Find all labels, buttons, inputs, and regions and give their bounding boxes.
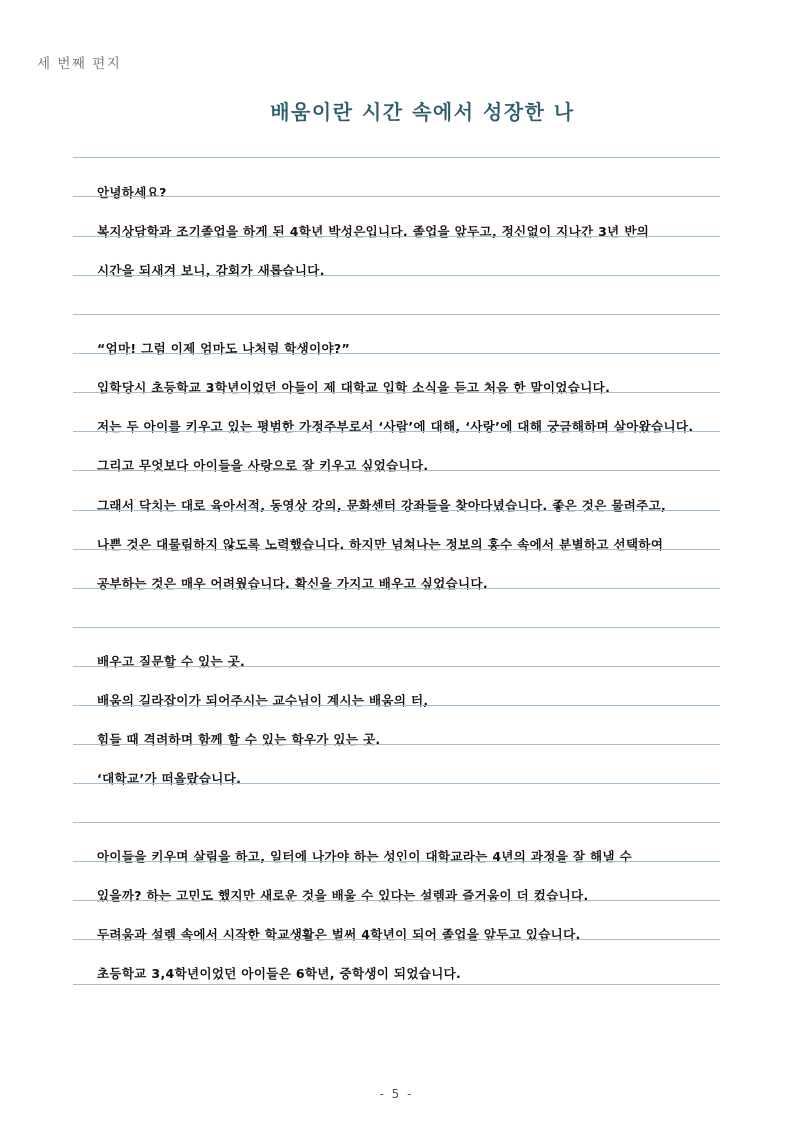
- letter-line: 시간을 되새겨 보니, 감회가 새롭습니다.: [97, 263, 325, 278]
- line-rule: [73, 588, 720, 589]
- letter-line: 복지상담학과 조기졸업을 하게 된 4학년 박성은입니다. 졸업을 앞두고, 정신없이 지나간 3년 반의: [97, 224, 650, 239]
- line-rule: [73, 627, 720, 628]
- letter-line: 두려움과 설렘 속에서 시작한 학교생활은 벌써 4학년이 되어 졸업을 앞두고 있습니다.: [97, 927, 581, 942]
- letter-line: 배움의 길라잡이가 되어주시는 교수님이 계시는 배움의 터,: [97, 693, 429, 708]
- line-rule: [73, 392, 720, 393]
- line-rule: [73, 549, 720, 550]
- line-rule: [73, 861, 720, 862]
- top-rule: [73, 157, 720, 158]
- letter-line: 초등학교 3,4학년이었던 아이들은 6학년, 중학생이 되었습니다.: [97, 966, 462, 981]
- letter-line: “엄마! 그럼 이제 엄마도 나처럼 학생이야?”: [97, 341, 351, 356]
- line-rule: [73, 822, 720, 823]
- line-rule: [73, 470, 720, 471]
- line-rule: [73, 744, 720, 745]
- letter-line: ‘대학교’가 떠올랐습니다.: [97, 771, 242, 786]
- letter-line: 그래서 닥치는 대로 육아서적, 동영상 강의, 문화센터 강좌들을 찾아다녔습니다. 좋은 것은 물려주고,: [97, 498, 667, 513]
- section-label: 세 번째 편지: [37, 56, 122, 72]
- letter-line: 아이들을 키우며 살림을 하고, 일터에 나가야 하는 성인이 대학교라는 4년의 과정을 잘 해낼 수: [97, 849, 632, 864]
- page-title: 배움이란 시간 속에서 성장한 나: [270, 100, 575, 124]
- letter-line: 입학당시 초등학교 3학년이었던 아들이 제 대학교 입학 소식을 듣고 처음 한 말이었습니다.: [97, 380, 611, 395]
- line-rule: [73, 939, 720, 940]
- letter-line: 나쁜 것은 대물림하지 않도록 노력했습니다. 하지만 넘쳐나는 정보의 홍수 속에서 분별하고 선택하여: [97, 537, 664, 552]
- page-number: - 5 -: [379, 1087, 414, 1101]
- letter-line: 있을까? 하는 고민도 했지만 새로운 것을 배울 수 있다는 설렘과 즐거움이 더 컸습니다.: [97, 888, 589, 903]
- line-rule: [73, 236, 720, 237]
- letter-line: 저는 두 아이를 키우고 있는 평범한 가정주부로서 ‘사람’에 대해, ‘사랑’에 대해 궁금해하며 살아왔습니다.: [97, 419, 694, 434]
- line-rule: [73, 314, 720, 315]
- line-rule: [73, 353, 720, 354]
- line-rule: [73, 984, 720, 985]
- letter-line: 그리고 무엇보다 아이들을 사랑으로 잘 키우고 싶었습니다.: [97, 458, 429, 473]
- line-rule: [73, 705, 720, 706]
- letter-line: 공부하는 것은 매우 어려웠습니다. 확신을 가지고 배우고 싶었습니다.: [97, 576, 489, 591]
- line-rule: [73, 510, 720, 511]
- line-rule: [73, 431, 720, 432]
- letter-line: 안녕하세요?: [97, 185, 167, 200]
- line-rule: [73, 275, 720, 276]
- line-rule: [73, 196, 720, 197]
- line-rule: [73, 666, 720, 667]
- line-rule: [73, 783, 720, 784]
- line-rule: [73, 900, 720, 901]
- letter-line: 힘들 때 격려하며 함께 할 수 있는 학우가 있는 곳.: [97, 732, 381, 747]
- letter-line: 배우고 질문할 수 있는 곳.: [97, 654, 246, 669]
